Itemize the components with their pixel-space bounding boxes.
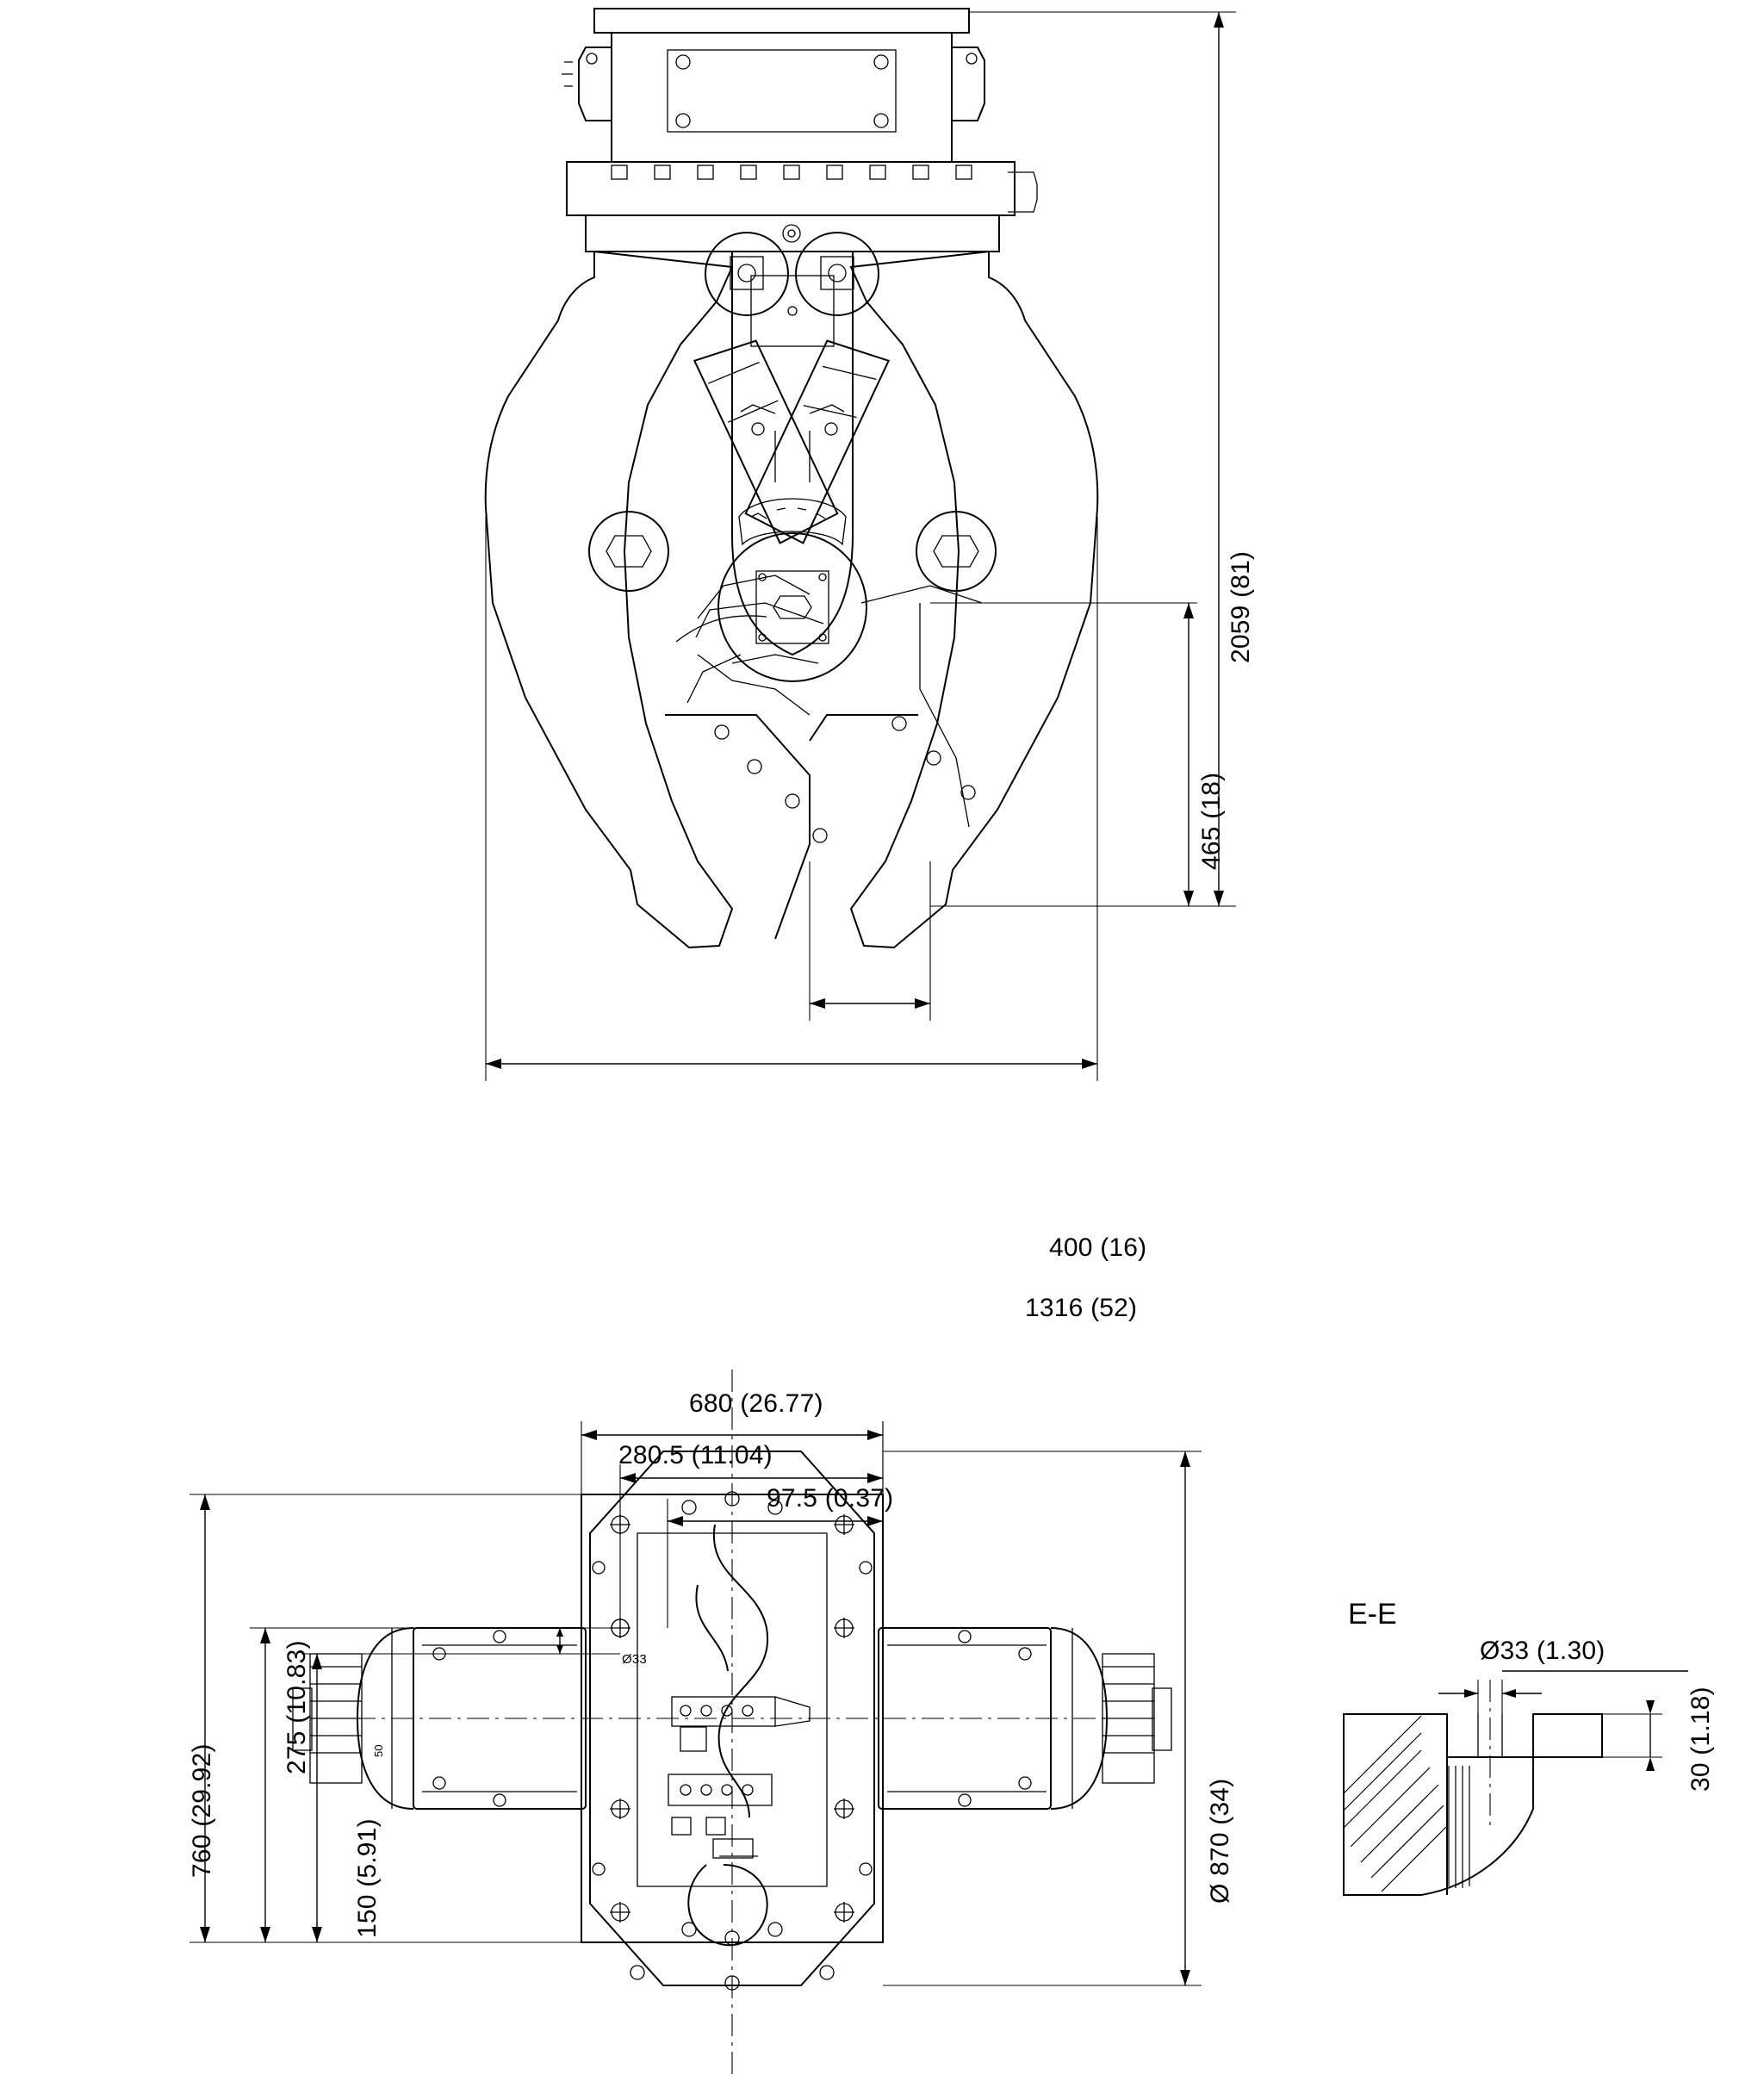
note-small-plan: 50 — [372, 1744, 385, 1757]
dim-offset-b: 97.5 (0.37) — [767, 1484, 894, 1513]
dim-overall-height: 2059 (81) — [1227, 550, 1255, 663]
section-ee-dimensions — [1318, 1654, 1705, 1998]
plan-view-dimensions — [155, 1370, 1275, 2075]
front-view-dimensions — [327, 0, 1619, 1378]
dim-offset-d: 150 (5.91) — [353, 1818, 382, 1938]
note-hole-diameter-plan: Ø33 — [622, 1652, 647, 1667]
dim-offset-a: 280.5 (11.04) — [618, 1441, 773, 1469]
dim-section-plate-thickness: 30 (1.18) — [1686, 1687, 1715, 1792]
dim-overall-width: 1316 (52) — [1025, 1294, 1138, 1322]
dim-rotator-diameter: Ø 870 (34) — [1206, 1778, 1234, 1904]
section-title-ee: E-E — [1348, 1598, 1397, 1631]
dim-body-width: 680 (26.77) — [689, 1389, 823, 1418]
dim-overall-depth: 760 (29.92) — [188, 1743, 216, 1878]
dim-jaw-opening-depth: 465 (18) — [1197, 772, 1226, 870]
dim-section-hole-diameter: Ø33 (1.30) — [1480, 1637, 1606, 1665]
dim-offset-c: 275 (10.83) — [283, 1640, 311, 1774]
dim-jaw-tip-width: 400 (16) — [1049, 1233, 1147, 1262]
